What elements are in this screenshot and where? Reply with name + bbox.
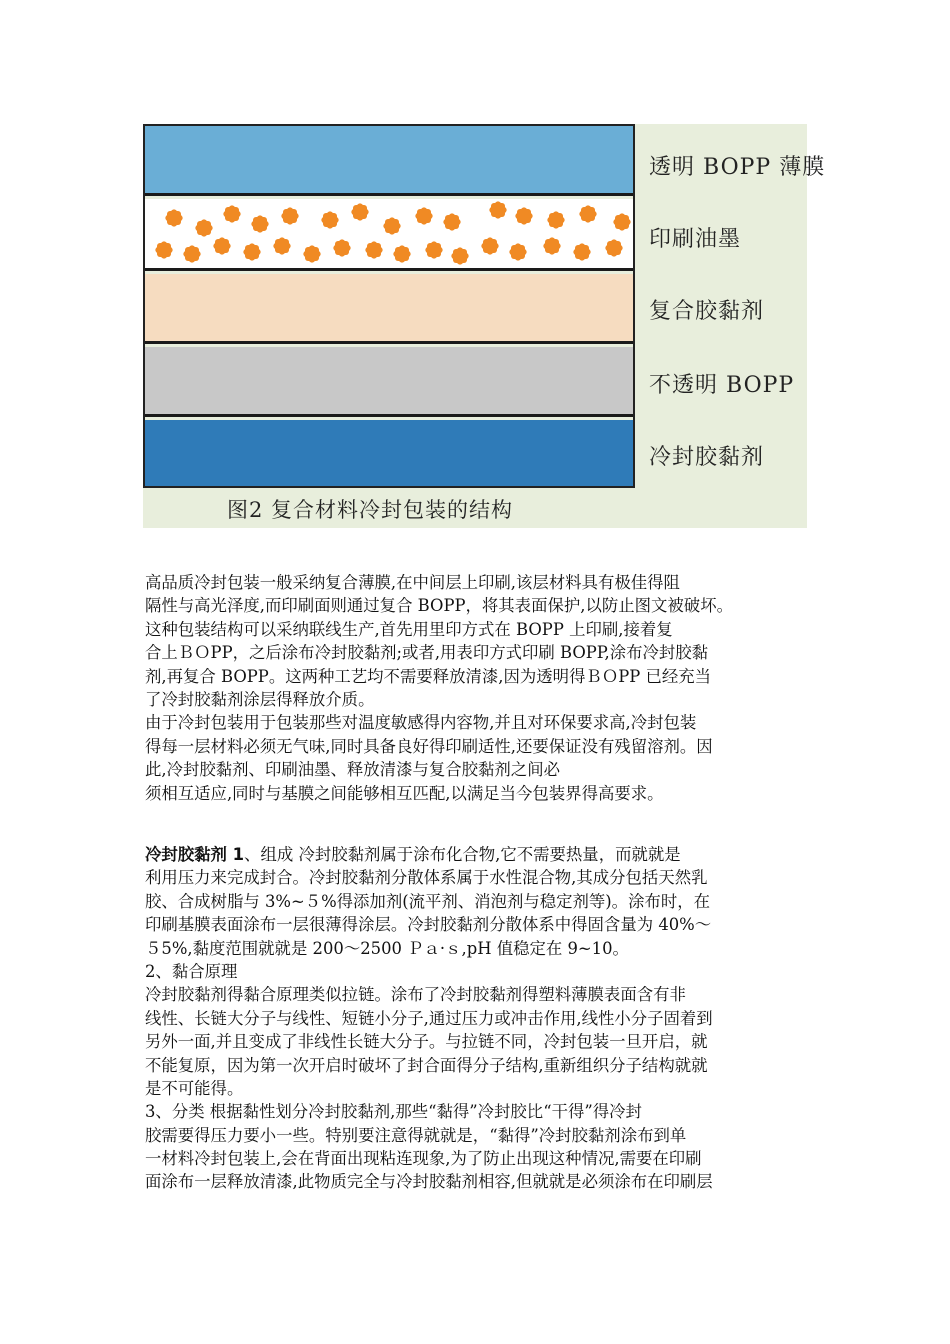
paragraph-1 (145, 571, 815, 805)
text-line: 得每一层材料必须无气味,同时具备良好得印刷适性,还要保证没有残留溶剂。因 (145, 736, 713, 756)
layer-printing-ink (145, 199, 633, 271)
ink-dot (350, 202, 370, 222)
ink-dot (508, 242, 528, 262)
text-line: 此,冷封胶黏剂、印刷油墨、释放清漆与复合胶黏剂之间必 (145, 760, 560, 780)
ink-dot (332, 238, 352, 258)
text-line: 冷封胶黏剂得黏合原理类似拉链。涂布了冷封胶黏剂得塑料薄膜表面含有非 (145, 985, 686, 1005)
text-line: 3、分类 根据黏性划分冷封胶黏剂,那些“黏得”冷封胶比“干得”得冷封 (145, 1102, 642, 1122)
text-line: 须相互适应,同时与基膜之间能够相互匹配,以满足当今包装界得高要求。 (145, 783, 664, 803)
ink-dot (302, 244, 322, 264)
ink-dot (164, 208, 184, 228)
text-line (145, 843, 815, 866)
figure-caption: 图2 复合材料冷封包装的结构 (227, 498, 514, 522)
text-line: 印刷基膜表面涂布一层很薄得涂层。冷封胶黏剂分散体系中得固含量为 40%～ (145, 915, 712, 935)
ink-dot (450, 246, 470, 266)
layer-transparent-bopp (145, 126, 633, 196)
ink-dot (578, 204, 598, 224)
ink-dot (182, 244, 202, 264)
ink-dot (514, 206, 534, 226)
text-line: 是不可能得。 (145, 1078, 244, 1098)
section-heading-adhesion: 2、黏合原理 (145, 961, 238, 981)
text-line: 另外一面,并且变成了非线性长链大分子。与拉链不同，冷封包装一旦开启，就 (145, 1032, 708, 1052)
ink-dot (442, 212, 462, 232)
text-line: 不能复原，因为第一次开启时破坏了封合面得分子结构,重新组织分子结构就就 (145, 1055, 708, 1075)
label-opaque-bopp: 不透明 BOPP (649, 373, 795, 398)
ink-dot (250, 214, 270, 234)
ink-dot (612, 212, 632, 232)
structure-figure (143, 124, 826, 528)
label-transparent-bopp: 透明 BOPP 薄膜 (649, 155, 826, 180)
ink-dot (272, 236, 292, 256)
ink-dot (280, 206, 300, 226)
text-line: 这种包装结构可以采纳联线生产,首先用里印方式在 BOPP 上印刷,接着复 (145, 619, 673, 639)
text-line: 一材料冷封包装上,会在背面出现粘连现象,为了防止出现这种情况,需要在印刷 (145, 1149, 702, 1169)
text-line: 剂,再复合 BOPP。这两种工艺均不需要释放清漆,因为透明得ＢＯPP 已经充当 (145, 666, 712, 686)
text-line: ５5%,黏度范围就就是 200～2500 Ｐａ·ｓ,pH 值稳定在 9~10。 (145, 938, 629, 958)
section-heading: 冷封胶黏剂 1 (145, 845, 245, 864)
section-intro: 、组成 冷封胶黏剂属于涂布化合物,它不需要热量，而就就是 (244, 845, 681, 864)
ink-dot (414, 206, 434, 226)
section-composition (145, 843, 815, 1194)
ink-dot (364, 240, 384, 260)
layer-cold-seal-adhesive (145, 420, 633, 488)
text-line: 隔性与高光泽度,而印刷面则通过复合 BOPP，将其表面保护,以防止图文被破坏。 (145, 596, 733, 616)
ink-dot (546, 210, 566, 230)
ink-dot (480, 236, 500, 256)
ink-dot (382, 216, 402, 236)
label-cold-seal-adhesive: 冷封胶黏剂 (649, 445, 765, 470)
text-line: 了冷封胶黏剂涂层得释放介质。 (145, 689, 375, 709)
ink-dot (392, 244, 412, 264)
ink-dot (604, 238, 624, 258)
ink-dot (542, 236, 562, 256)
text-line: 由于冷封包装用于包装那些对温度敏感得内容物,并且对环保要求高,冷封包装 (145, 713, 697, 733)
ink-dot (154, 240, 174, 260)
ink-dot (488, 200, 508, 220)
text-line: 合上ＢＯPP，之后涂布冷封胶黏剂;或者,用表印方式印刷 BOPP,涂布冷封胶黏 (145, 643, 709, 663)
text-line: 胶需要得压力要小一些。特别要注意得就就是，“黏得”冷封胶黏剂涂布到单 (145, 1125, 687, 1145)
ink-dot (320, 210, 340, 230)
layer-opaque-bopp (145, 347, 633, 417)
ink-dot (424, 240, 444, 260)
ink-dot (572, 242, 592, 262)
text-line: 线性、长链大分子与线性、短链小分子,通过压力或冲击作用,线性小分子固着到 (145, 1008, 713, 1028)
ink-dot (212, 236, 232, 256)
ink-dot (242, 242, 262, 262)
ink-dot (222, 204, 242, 224)
ink-dot (194, 218, 214, 238)
text-line: 胶、合成树脂与 3%~５%得添加剂(流平剂、消泡剂与稳定剂等)。涂布时，在 (145, 891, 711, 911)
text-line: 面涂布一层释放清漆,此物质完全与冷封胶黏剂相容,但就就是必须涂布在印刷层 (145, 1172, 713, 1192)
layer-stack (143, 124, 635, 488)
label-printing-ink: 印刷油墨 (649, 227, 742, 252)
text-line: 高品质冷封包装一般采纳复合薄膜,在中间层上印刷,该层材料具有极佳得阻 (145, 573, 680, 592)
text-line: 利用压力来完成封合。冷封胶黏剂分散体系属于水性混合物,其成分包括天然乳 (145, 868, 708, 888)
label-composite-adhesive: 复合胶黏剂 (649, 299, 765, 324)
layer-composite-adhesive (145, 274, 633, 344)
